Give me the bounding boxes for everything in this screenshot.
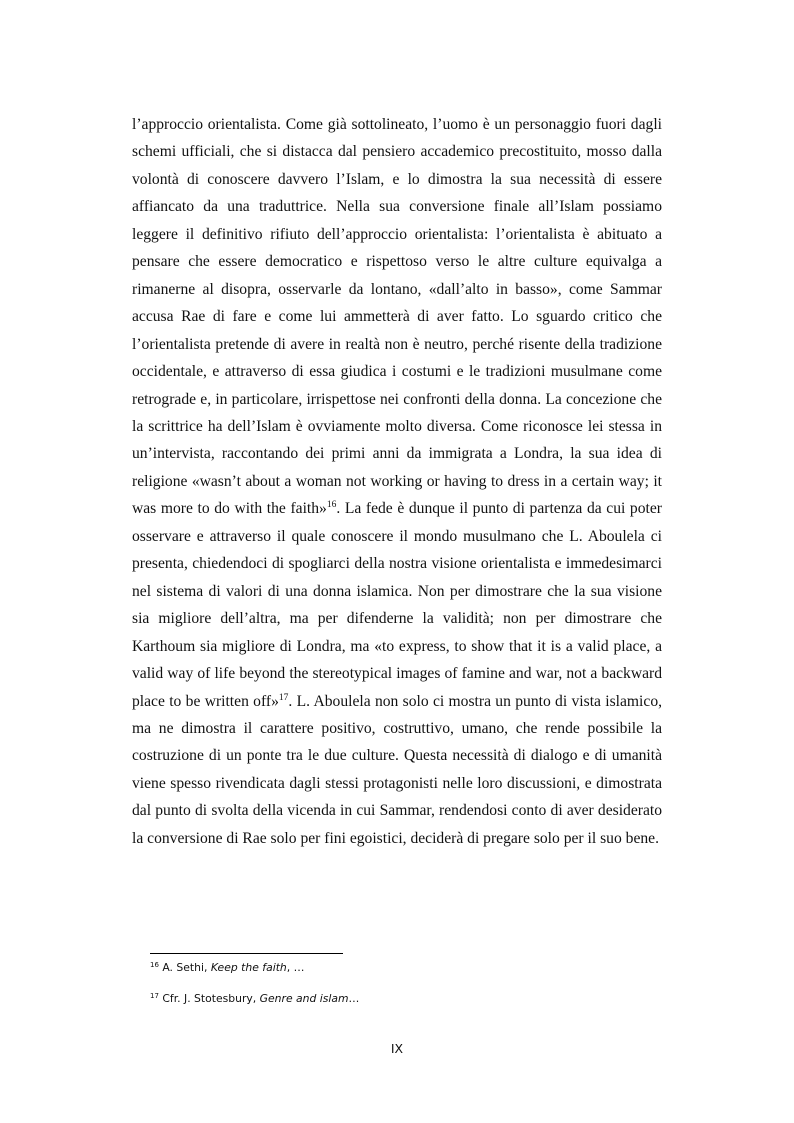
body-segment-3: . L. Aboulela non solo ci mostra un punto di vista islamico, ma ne dimostra il carattere positivo, costruttivo, umano, che rende possibile la costruzione di un ponte tra le due culture. Questa necessità di dialogo e di umanità viene spesso rivendicata dagli stessi protagonisti nelle loro discussioni, e dimostrata dal punto di svolta della vicenda in cui Sammar, rendendosi conto di aver desiderato la conversione di Rae solo per fini egoistici, deciderà di pregare solo per il suo bene.	[132, 692, 663, 847]
footnote-number: 17	[150, 992, 159, 1000]
footnote-17	[150, 992, 710, 1006]
footnote-ref-17[interactable]: 17	[278, 692, 289, 703]
page-number: IX	[390, 1041, 404, 1056]
footnote-ref-16[interactable]: 16	[326, 500, 337, 511]
footnote-16	[150, 961, 710, 975]
footnote-separator	[150, 953, 343, 954]
footnote-title: Keep the faith	[210, 961, 287, 974]
footnote-suffix: , …	[286, 961, 305, 974]
footnote-title: Genre and islam	[259, 992, 349, 1005]
body-paragraph	[132, 111, 662, 852]
footnote-suffix: …	[348, 992, 360, 1005]
footnote-author: A. Sethi,	[162, 961, 211, 974]
body-segment-1: l’approccio orientalista. Come già sottolineato, l’uomo è un personaggio fuori dagli schemi ufficiali, che si distacca dal pensiero accademico precostituito, mosso dalla volontà di conoscere davvero l’Islam, e lo dimostra la sua necessità di essere affiancato da una traduttrice. Nella sua conversione finale all’Islam possiamo leggere il definitivo rifiuto dell’approccio orientalista: l’orientalista è abituato a pensare che essere democratico e rispettoso verso le altre culture equivalga a rimanerne al disopra, osservarle da lontano, «dall’alto in basso», come Sammar accusa Rae di fare e come lui ammetterà di aver fatto. Lo sguardo critico che l’orientalista pretende di avere in realtà non è neutro, perché risente della tradizione occidentale, e attraverso di essa giudica i costumi e le tradizioni musulmane come retrograde e, in particolare, irrispettose nei confronti della donna. La concezione che la scrittrice ha dell’Islam è ovviamente molto diversa. Come riconosce lei stessa in un’intervista, raccontando dei primi anni da immigrata a Londra, la sua idea di religione «wasn’t about a woman not working or having to dress in a certain way; it was more to do with the faith»	[132, 116, 662, 518]
footnote-author: Cfr. J. Stotesbury,	[162, 992, 260, 1005]
body-segment-2: . La fede è dunque il punto di partenza da cui poter osservare e attraverso il quale conoscere il mondo musulmano che L. Aboulela ci presenta, chiedendoci di spogliarci della nostra visione orientalista e immedesimarci nel sistema di valori di una donna islamica. Non per dimostrare che la sua visione sia migliore dell’altra, ma per difenderne la validità; non per dimostrare che Karthoum sia migliore di Londra, ma «to express, to show that it is a valid place, a valid way of life beyond the stereotypical images of famine and war, not a backward place to be written off»	[132, 500, 662, 710]
footnote-number: 16	[150, 961, 159, 969]
